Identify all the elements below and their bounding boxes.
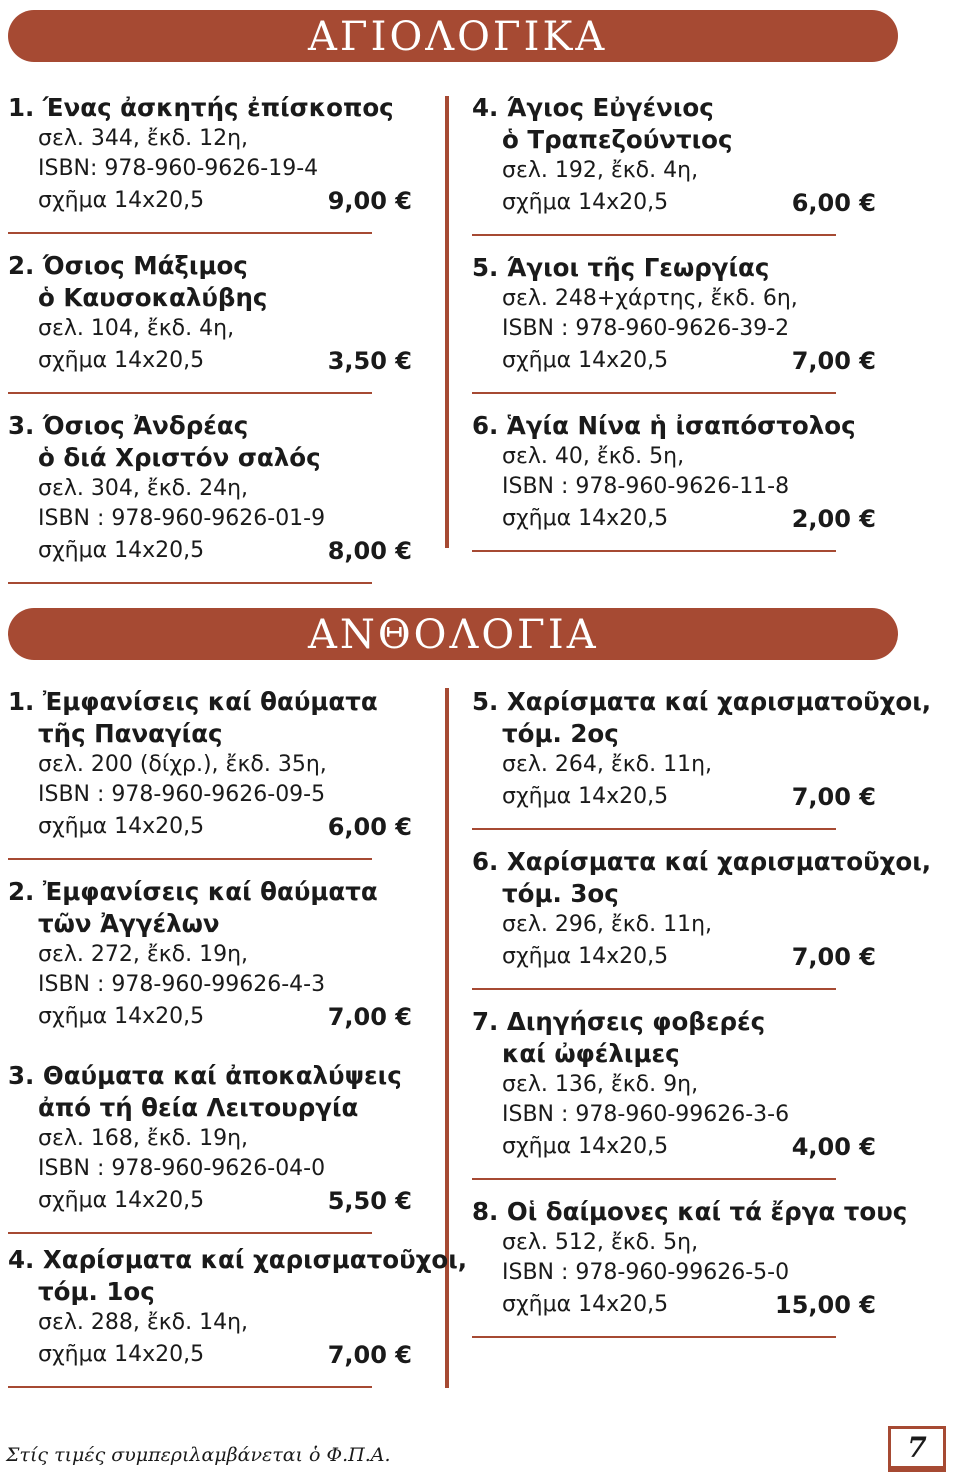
book-entry xyxy=(8,686,418,860)
book-title-line: 8. Οἱ δαίμονες καί τά ἔργα τους xyxy=(472,1197,908,1226)
book-title xyxy=(8,876,418,940)
book-detail: ISBN : 978-960-9626-09-5 xyxy=(38,782,326,807)
book-price: 3,50 € xyxy=(327,347,412,375)
book-format: σχῆμα 14x20,5 xyxy=(502,784,669,809)
book-detail: σελ. 136, ἔκδ. 9η, xyxy=(502,1072,699,1097)
book-detail: σελ. 272, ἔκδ. 19η, xyxy=(38,942,249,967)
entry-separator xyxy=(472,1336,836,1338)
book-detail: σελ. 192, ἔκδ. 4η, xyxy=(502,158,699,183)
entry-separator xyxy=(472,392,836,394)
book-title-line: 6. Ἁγία Νίνα ἡ ἰσαπόστολος xyxy=(472,411,856,440)
entry-separator xyxy=(472,234,836,236)
book-title-line: 5. Χαρίσματα καί χαρισματοῦχοι, xyxy=(472,687,932,716)
book-title xyxy=(8,410,418,474)
book-format-row xyxy=(8,344,418,378)
book-price: 7,00 € xyxy=(327,1003,412,1031)
book-format: σχῆμα 14x20,5 xyxy=(502,506,669,531)
book-title xyxy=(472,252,882,284)
book-title-line: 3. Όσιος Ἀνδρέας xyxy=(8,411,249,440)
book-title xyxy=(472,846,932,910)
book-entry xyxy=(472,92,882,236)
book-detail: σελ. 264, ἔκδ. 11η, xyxy=(502,752,713,777)
book-format-row xyxy=(8,184,418,218)
book-format-row xyxy=(8,810,418,844)
book-detail: σελ. 248+χάρτης, ἔκδ. 6η, xyxy=(502,286,798,311)
book-title xyxy=(472,1006,882,1070)
book-entry xyxy=(472,1196,908,1338)
book-price: 9,00 € xyxy=(327,187,412,215)
book-format: σχῆμα 14x20,5 xyxy=(38,188,205,213)
book-detail: ISBN : 978-960-99626-3-6 xyxy=(502,1102,790,1127)
book-detail: ISBN : 978-960-9626-04-0 xyxy=(38,1156,326,1181)
book-title-line: 4. Χαρίσματα καί χαρισματοῦχοι, xyxy=(8,1245,468,1274)
book-detail: ISBN : 978-960-9626-11-8 xyxy=(502,474,790,499)
book-format: σχῆμα 14x20,5 xyxy=(38,538,205,563)
section-title: ΑΓΙΟΛΟΓΙΚΑ xyxy=(308,14,608,60)
book-format: σχῆμα 14x20,5 xyxy=(502,1292,669,1317)
book-detail: σελ. 304, ἔκδ. 24η, xyxy=(38,476,249,501)
book-detail: σελ. 344, ἔκδ. 12η, xyxy=(38,126,249,151)
book-format-row xyxy=(8,534,418,568)
book-format-row xyxy=(8,1184,418,1218)
book-title-line: 7. Διηγήσεις φοβερές xyxy=(472,1007,766,1036)
section-banner-agiologika xyxy=(8,10,898,62)
entry-separator xyxy=(8,392,372,394)
book-price: 8,00 € xyxy=(327,537,412,565)
book-entry xyxy=(8,410,418,584)
book-detail: σελ. 200 (δίχρ.), ἔκδ. 35η, xyxy=(38,752,327,777)
book-format-row xyxy=(472,780,882,814)
book-entry xyxy=(8,92,418,234)
book-title-line: ὁ Καυσοκαλύβης xyxy=(38,283,268,312)
book-price: 7,00 € xyxy=(791,943,876,971)
book-format: σχῆμα 14x20,5 xyxy=(502,1134,669,1159)
book-format-row xyxy=(472,940,882,974)
book-entry xyxy=(472,1006,882,1180)
book-title-line: τόμ. 3ος xyxy=(502,879,619,908)
entry-separator xyxy=(472,988,836,990)
book-entry xyxy=(472,410,882,552)
book-entry xyxy=(8,1060,418,1234)
book-title-line: 5. Άγιοι τῆς Γεωργίας xyxy=(472,253,770,282)
column-divider xyxy=(445,688,449,1388)
book-format: σχῆμα 14x20,5 xyxy=(38,1188,205,1213)
book-title-line: 6. Χαρίσματα καί χαρισματοῦχοι, xyxy=(472,847,932,876)
book-title xyxy=(8,1060,418,1124)
book-title-line: ἀπό τή θεία Λειτουργία xyxy=(38,1093,359,1122)
book-price: 7,00 € xyxy=(791,347,876,375)
book-entry xyxy=(472,846,932,990)
book-detail: ISBN : 978-960-99626-4-3 xyxy=(38,972,326,997)
book-detail: ISBN : 978-960-9626-01-9 xyxy=(38,506,326,531)
book-title-line: ὁ Τραπεζούντιος xyxy=(502,125,733,154)
book-price: 6,00 € xyxy=(327,813,412,841)
book-entry xyxy=(472,252,882,394)
book-format-row xyxy=(8,1000,418,1034)
book-title-line: τῶν Ἀγγέλων xyxy=(38,909,220,938)
book-detail: σελ. 512, ἔκδ. 5η, xyxy=(502,1230,699,1255)
book-format-row xyxy=(472,344,882,378)
book-entry xyxy=(8,876,418,1034)
book-detail: σελ. 104, ἔκδ. 4η, xyxy=(38,316,235,341)
book-price: 4,00 € xyxy=(791,1133,876,1161)
book-detail: σελ. 288, ἔκδ. 14η, xyxy=(38,1310,249,1335)
book-title-line: ὁ διά Χριστόν σαλός xyxy=(38,443,321,472)
book-format: σχῆμα 14x20,5 xyxy=(502,348,669,373)
book-format-row xyxy=(8,1338,418,1372)
book-title-line: 1. Ἐμφανίσεις καί θαύματα xyxy=(8,687,378,716)
book-detail: σελ. 40, ἔκδ. 5η, xyxy=(502,444,685,469)
book-title-line: τῆς Παναγίας xyxy=(38,719,223,748)
entry-separator xyxy=(8,1386,372,1388)
book-price: 7,00 € xyxy=(327,1341,412,1369)
section-banner-anthologia xyxy=(8,608,898,660)
book-title xyxy=(472,686,932,750)
entry-separator xyxy=(8,232,372,234)
book-format-row xyxy=(472,1130,882,1164)
vat-note: Στίς τιμές συμπεριλαμβάνεται ὁ Φ.Π.Α. xyxy=(6,1444,391,1466)
book-title xyxy=(8,250,418,314)
book-price: 2,00 € xyxy=(791,505,876,533)
book-format: σχῆμα 14x20,5 xyxy=(502,190,669,215)
book-title-line: τόμ. 2ος xyxy=(502,719,619,748)
book-detail: ISBN : 978-960-99626-5-0 xyxy=(502,1260,790,1285)
entry-separator xyxy=(472,550,836,552)
entry-separator xyxy=(8,582,372,584)
book-title-line: 2. Όσιος Μάξιμος xyxy=(8,251,248,280)
page-number: 7 xyxy=(888,1426,946,1472)
book-title xyxy=(472,1196,908,1228)
book-format-row xyxy=(472,502,882,536)
book-title xyxy=(472,410,882,442)
book-title-line: καί ὠφέλιμες xyxy=(502,1039,680,1068)
book-detail: σελ. 168, ἔκδ. 19η, xyxy=(38,1126,249,1151)
column-divider xyxy=(445,96,449,548)
book-format-row xyxy=(472,1288,882,1322)
book-format: σχῆμα 14x20,5 xyxy=(38,348,205,373)
book-price: 15,00 € xyxy=(775,1291,876,1319)
entry-separator xyxy=(8,1232,372,1234)
book-title xyxy=(472,92,882,156)
book-detail: ISBN: 978-960-9626-19-4 xyxy=(38,156,319,181)
book-entry xyxy=(8,250,418,394)
book-entry xyxy=(8,1244,468,1388)
entry-separator xyxy=(472,828,836,830)
book-title-line: 2. Ἐμφανίσεις καί θαύματα xyxy=(8,877,378,906)
book-title-line: 1. Ένας ἀσκητής ἐπίσκοπος xyxy=(8,93,394,122)
book-price: 7,00 € xyxy=(791,783,876,811)
book-title xyxy=(8,686,418,750)
book-title xyxy=(8,92,418,124)
book-format: σχῆμα 14x20,5 xyxy=(38,1342,205,1367)
book-detail: σελ. 296, ἔκδ. 11η, xyxy=(502,912,713,937)
book-title-line: 3. Θαύματα καί ἀποκαλύψεις xyxy=(8,1061,402,1090)
book-price: 5,50 € xyxy=(327,1187,412,1215)
section-title: ΑΝΘΟΛΟΓΙΑ xyxy=(308,612,599,658)
book-title xyxy=(8,1244,468,1308)
book-title-line: τόμ. 1ος xyxy=(38,1277,155,1306)
book-detail: ISBN : 978-960-9626-39-2 xyxy=(502,316,790,341)
entry-separator xyxy=(472,1178,836,1180)
book-title-line: 4. Άγιος Εὐγένιος xyxy=(472,93,714,122)
book-format: σχῆμα 14x20,5 xyxy=(38,1004,205,1029)
book-format: σχῆμα 14x20,5 xyxy=(502,944,669,969)
entry-separator xyxy=(8,858,372,860)
book-format-row xyxy=(472,186,882,220)
book-entry xyxy=(472,686,932,830)
book-format: σχῆμα 14x20,5 xyxy=(38,814,205,839)
book-price: 6,00 € xyxy=(791,189,876,217)
